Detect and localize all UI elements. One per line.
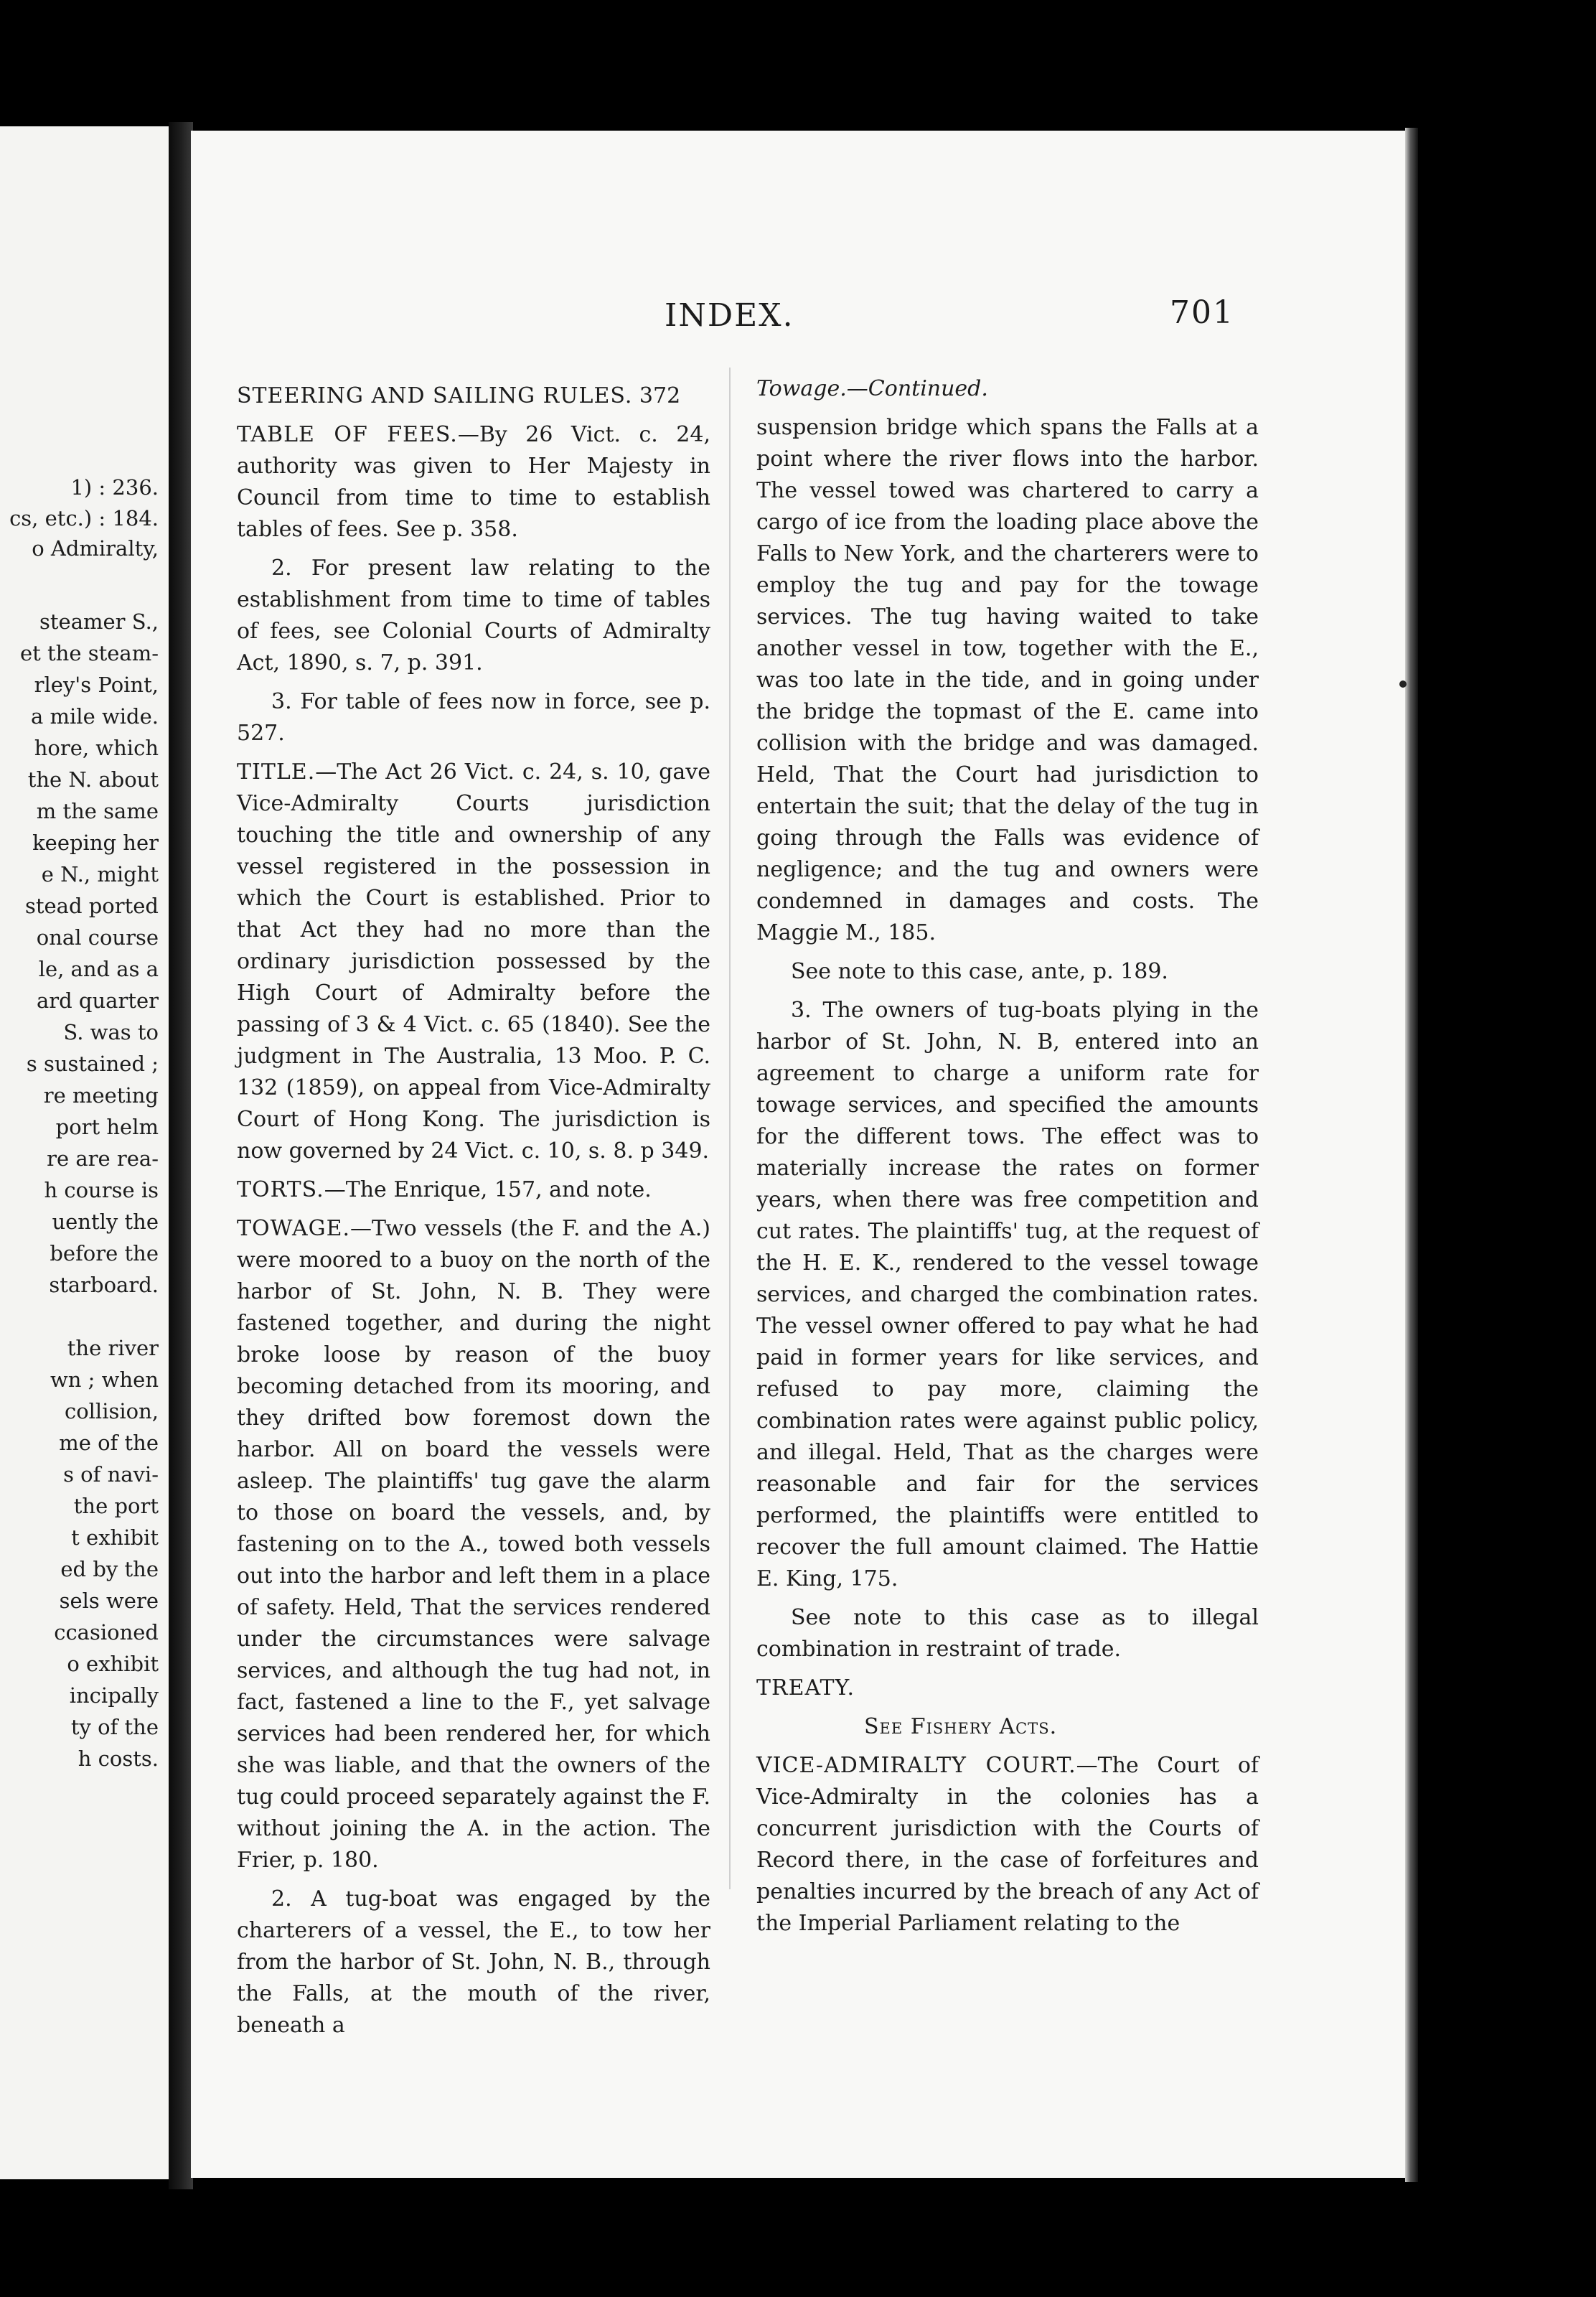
index-entry-vice-admiralty	[756, 1750, 1259, 1940]
facing-page-line: before the	[50, 1241, 159, 1266]
index-subentry: 2. For present law relating to the establishment from time to time of tables of fees, see Colonial Courts of Admiralty Act, 1890, s. 7, p. 391.	[237, 556, 710, 675]
margin-mark	[1399, 680, 1407, 688]
column-divider	[729, 368, 731, 1889]
entry-text: —Two vessels (the F. and the A.) were moored to a buoy on the north of the harbor of St. John, N. B. They were fastened together, and during the night broke loose by reason of the buoy becoming detached from its mooring, and they drifted bow foremost down the harbor. All on board the vessels were asleep. The plaintiffs' tug gave the alarm to those on board the vessels, and, by fastening on to the A., towed both vessels out into the harbor and left them in a place of safety. Held, That the services rendered under the circumstances were salvage services, and although the tug had not, in fact, fastened a line to the F., yet salvage services had been rendered her, for which she was liable, and that the owners of the tug could proceed separately against the F. without joining the A. in the action. The Frier, p. 180.	[237, 1216, 710, 1873]
page-title: INDEX.	[665, 297, 794, 334]
facing-page-line: re are rea-	[47, 1146, 159, 1171]
facing-page-line: re meeting	[43, 1083, 159, 1108]
facing-page-line: hore, which	[34, 736, 159, 760]
facing-page-line: et the steam-	[19, 641, 159, 665]
index-entry-treaty	[756, 1673, 1259, 1704]
entry-heading: TITLE.	[237, 759, 316, 785]
facing-page-line: e N., might	[41, 862, 159, 886]
entry-heading: VICE-ADMIRALTY COURT.	[756, 1753, 1076, 1778]
book-gutter	[169, 122, 193, 2189]
facing-page-line: ard quarter	[36, 988, 159, 1013]
facing-page-line: uently the	[52, 1210, 159, 1234]
facing-page-fragment	[0, 126, 169, 2179]
facing-page-line: the N. about	[27, 767, 159, 792]
index-entry-towage	[237, 1213, 710, 1876]
facing-page-line: onal course	[36, 925, 159, 950]
entry-heading: TREATY.	[756, 1675, 855, 1700]
facing-page-line: rley's Point,	[34, 673, 159, 697]
index-entry-title	[237, 757, 710, 1167]
facing-page-line: s of navi-	[63, 1462, 159, 1487]
index-note: See note to this case as to illegal combination in restraint of trade.	[756, 1605, 1259, 1662]
index-subentry: 2. A tug-boat was engaged by the charterers of a vessel, the E., to tow her from the harbor of St. John, N. B., through the Falls, at the mouth of the river, beneath a	[237, 1886, 710, 2038]
facing-page-line: the port	[73, 1494, 159, 1518]
facing-page-line: h course is	[44, 1178, 159, 1202]
facing-page-line: port helm	[55, 1115, 159, 1139]
entry-text: —The Enrique, 157, and note.	[324, 1177, 652, 1202]
facing-page-line: stead ported	[24, 894, 159, 918]
facing-page-line: m the same	[36, 799, 159, 823]
entry-heading: TOWAGE.	[237, 1216, 351, 1241]
facing-page-line: steamer S.,	[39, 609, 159, 634]
entry-text: —By 26 Vict. c. 24, authority was given to Her Majesty in Council from time to time to establish tables of fees. See p. 358.	[237, 422, 710, 542]
facing-page-line: o exhibit	[67, 1652, 159, 1676]
facing-page-line: collision,	[64, 1399, 159, 1423]
page-edge-shadow	[1405, 128, 1418, 2182]
facing-page-line: s sustained ;	[26, 1052, 159, 1076]
index-entry-steering	[237, 380, 710, 412]
facing-page-line: S. was to	[63, 1020, 159, 1044]
facing-page-line: le, and as a	[38, 957, 159, 981]
index-subentry: 3. The owners of tug-boats plying in the harbor of St. John, N. B, entered into an agreement to charge a uniform rate for towage services, and specified the amounts for the different tows. The effect was to materially increase the rates on former years, when there was free competition and cut rates. The plaintiffs' tug, at the request of the H. E. K., rendered to the vessel towage services, and charged the combination rates. The vessel owner offered to pay what he had paid in former years for like services, and refused to pay more, claiming the combination rates were against public policy, and illegal. Held, That as the charges were reasonable and fair for the services performed, the plaintiffs were entitled to recover the full amount claimed. The Hattie E. King, 175.	[756, 998, 1259, 1591]
facing-page-line: the river	[67, 1336, 159, 1360]
facing-page-line: h costs.	[78, 1746, 159, 1771]
index-note: See note to this case, ante, p. 189.	[791, 959, 1168, 984]
entry-text: —The Act 26 Vict. c. 24, s. 10, gave Vice-Admiralty Courts jurisdiction touching the title and ownership of any vessel registered in the possession in which the Court is established. Prior to that Act they had no more than the ordinary jurisdiction possessed by the High Court of Admiralty before the passing of 3 & 4 Vict. c. 65 (1840). See the judgment in The Australia, 13 Moo. P. C. 132 (1859), on appeal from Vice-Admiralty Court of Hong Kong. The jurisdiction is now governed by 24 Vict. c. 10, s. 8. p 349.	[237, 759, 710, 1164]
index-subentry: 3. For table of fees now in force, see p. 527.	[237, 689, 710, 746]
right-column	[756, 373, 1259, 1947]
facing-page-line: wn ; when	[50, 1367, 159, 1392]
facing-page-line: ccasioned	[54, 1620, 159, 1645]
entry-heading: STEERING AND SAILING RULES.	[237, 383, 633, 408]
entry-text: —The Court of Vice-Admiralty in the colonies has a concurrent jurisdiction with the Courts of Record there, in the case of forfeitures and penalties incurred by the breach of any Act of the Imperial Parliament relating to the	[756, 1753, 1259, 1936]
facing-page-line: cs, etc.) : 184.	[9, 506, 159, 530]
cross-reference: See Fishery Acts.	[864, 1714, 1058, 1739]
facing-page-line: ed by the	[60, 1557, 159, 1581]
index-subentry-continued: suspension bridge which spans the Falls at a point where the river flows into the harbor. The vessel towed was chartered to carry a cargo of ice from the loading place above the Falls to New York, and the charterers were to employ the tug and pay for the towage services. The tug having waited to take another vessel in tow, together with the E., was too late in the tide, and in going under the bridge the topmast of the E. came into collision with the bridge and was damaged. Held, That the Court had jurisdiction to entertain the suit; that the delay of the tug in going through the Falls was evidence of negligence; and the tug and owners were condemned in damages and costs. The Maggie M., 185.	[756, 415, 1259, 945]
index-entry-torts	[237, 1174, 710, 1206]
index-page	[191, 131, 1405, 2178]
page-number: 701	[1170, 294, 1234, 331]
facing-page-line: incipally	[69, 1683, 159, 1708]
facing-page-line: o Admiralty,	[32, 536, 159, 561]
entry-reference: 372	[639, 383, 681, 408]
facing-page-line: 1) : 236.	[70, 475, 159, 500]
index-entry-fees	[237, 419, 710, 546]
entry-heading: TABLE OF FEES.	[237, 422, 458, 447]
entry-heading: TORTS.	[237, 1177, 324, 1202]
facing-page-line: ty of the	[70, 1715, 159, 1739]
facing-page-line: t exhibit	[71, 1525, 159, 1550]
left-column	[237, 380, 710, 2049]
facing-page-line: me of the	[59, 1431, 159, 1455]
facing-page-line: a mile wide.	[31, 704, 159, 729]
facing-page-line: starboard.	[49, 1273, 159, 1297]
continued-heading: Towage.—Continued.	[756, 376, 988, 401]
facing-page-line: sels were	[59, 1589, 159, 1613]
facing-page-line: keeping her	[32, 831, 159, 855]
